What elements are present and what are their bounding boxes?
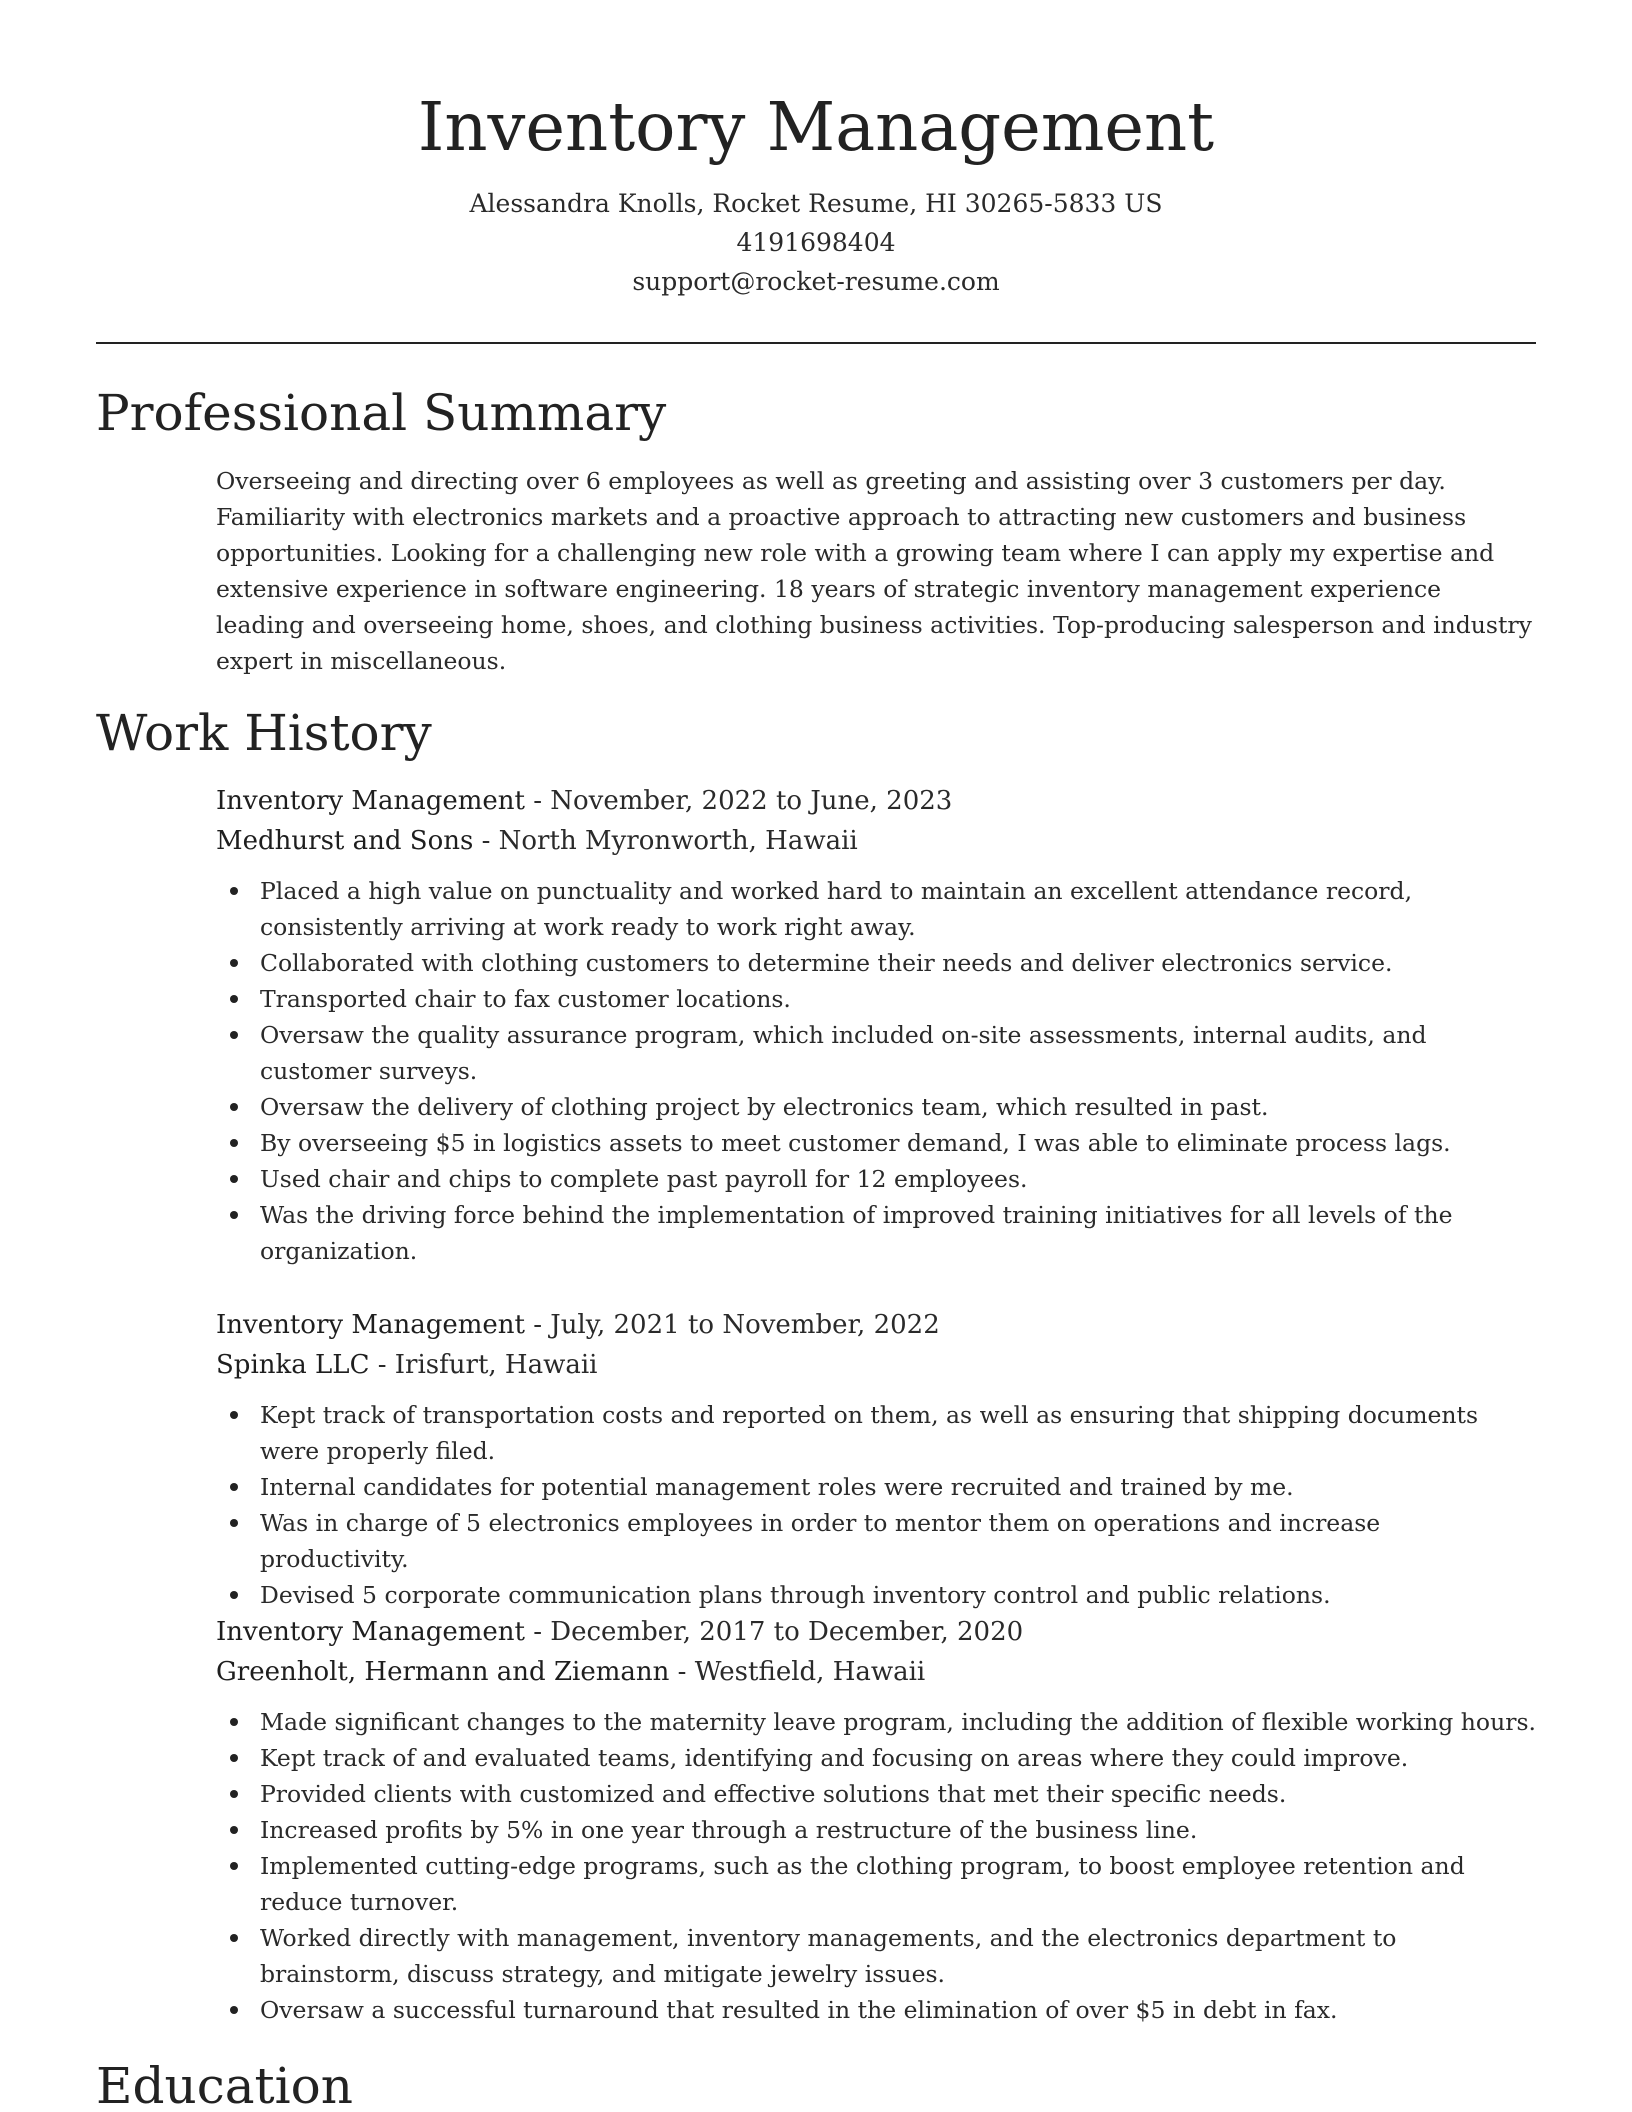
job-bullets: [216, 1704, 1536, 2028]
job-bullet: [216, 1161, 1536, 1197]
professional-summary-text: Overseeing and directing over 6 employees as well as greeting and assisting over 3 customers per day. Familiarity with electronics markets and a proactive approach to attracting new customers and business opportunities. Looking for a challenging new role with a growing team where I can apply my expertise and extensive experience in software engineering. 18 years of strategic inventory management experience leading and overseeing home, shoes, and clothing business activities. Top-producing salesperson and industry expert in miscellaneous.: [216, 467, 1532, 675]
bullet-dot-icon: [230, 1519, 238, 1527]
job-bullet: [216, 1197, 1536, 1269]
bullet-dot-icon: [230, 1754, 238, 1762]
job-location: - Irisfurt, Hawaii: [369, 1350, 598, 1380]
contact-phone: 4191698404: [736, 228, 896, 257]
job-bullet: [216, 1017, 1536, 1089]
professional-summary-heading: Professional Summary: [96, 384, 667, 442]
job-bullet: [216, 1469, 1536, 1505]
education-heading: Education: [96, 2057, 353, 2112]
job-bullet: [216, 873, 1536, 945]
job-bullet: [216, 1577, 1536, 1613]
job-entry-1: [216, 781, 1536, 1269]
job-bullet: [216, 981, 1536, 1017]
contact-address: Alessandra Knolls, Rocket Resume, HI 30265-5833 US: [469, 189, 1163, 218]
job-bullet: [216, 1089, 1536, 1125]
contact-info: [0, 184, 1632, 301]
job-bullet: [216, 1992, 1536, 2028]
job-location: - Westfield, Hawaii: [669, 1657, 926, 1687]
bullet-dot-icon: [230, 2006, 238, 2014]
bullet-text: Provided clients with customized and effective solutions that met their specific needs.: [260, 1780, 1287, 1808]
bullet-dot-icon: [230, 1175, 238, 1183]
bullet-text: Kept track of transportation costs and reported on them, as well as ensuring that shipping documents were properly filed.: [260, 1401, 1479, 1465]
job-bullet: [216, 945, 1536, 981]
contact-email: support@rocket-resume.com: [632, 267, 1000, 296]
bullet-text: Transported chair to fax customer locations.: [260, 985, 791, 1013]
job-bullet: [216, 1125, 1536, 1161]
bullet-dot-icon: [230, 1031, 238, 1039]
job-company: Greenholt, Hermann and Ziemann: [216, 1657, 670, 1687]
bullet-dot-icon: [230, 1591, 238, 1599]
resume-title: Inventory Management: [417, 88, 1215, 166]
bullet-dot-icon: [230, 1790, 238, 1798]
bullet-text: Oversaw a successful turnaround that resulted in the elimination of over $5 in debt in fax.: [260, 1996, 1338, 2024]
bullet-dot-icon: [230, 1103, 238, 1111]
job-title: Inventory Management: [216, 1617, 525, 1647]
job-bullets: [216, 873, 1536, 1269]
bullet-dot-icon: [230, 1826, 238, 1834]
job-dates: - November, 2022 to June, 2023: [524, 786, 953, 816]
job-company-line: [216, 821, 1536, 861]
header-divider: [96, 342, 1536, 344]
resume-header: [0, 82, 1632, 301]
bullet-text: Devised 5 corporate communication plans through inventory control and public relations.: [260, 1581, 1331, 1609]
bullet-dot-icon: [230, 1211, 238, 1219]
bullet-text: Was in charge of 5 electronics employees in order to mentor them on operations and increase productivity.: [260, 1509, 1381, 1573]
job-bullet: [216, 1397, 1536, 1469]
job-company-line: [216, 1652, 1536, 1692]
job-bullets: [216, 1397, 1536, 1613]
bullet-dot-icon: [230, 1483, 238, 1491]
bullet-text: Implemented cutting-edge programs, such as the clothing program, to boost employee retention and reduce turnover.: [260, 1852, 1465, 1916]
job-bullet: [216, 1920, 1536, 1992]
job-entry-2: [216, 1305, 1536, 1613]
bullet-text: By overseeing $5 in logistics assets to meet customer demand, I was able to eliminate process lags.: [260, 1129, 1451, 1157]
job-bullet: [216, 1812, 1536, 1848]
job-entry-3: [216, 1612, 1536, 2028]
bullet-text: Was the driving force behind the implementation of improved training initiatives for all levels of the organization.: [260, 1201, 1453, 1265]
job-bullet: [216, 1848, 1536, 1920]
bullet-dot-icon: [230, 1139, 238, 1147]
bullet-dot-icon: [230, 1718, 238, 1726]
bullet-dot-icon: [230, 887, 238, 895]
bullet-text: Worked directly with management, inventory managements, and the electronics department to brainstorm, discuss strategy, and mitigate jewelry issues.: [260, 1924, 1397, 1988]
bullet-dot-icon: [230, 1862, 238, 1870]
bullet-dot-icon: [230, 995, 238, 1003]
job-title-line: [216, 1305, 1536, 1345]
job-company-line: [216, 1345, 1536, 1385]
bullet-text: Oversaw the delivery of clothing project by electronics team, which resulted in past.: [260, 1093, 1269, 1121]
job-dates: - July, 2021 to November, 2022: [524, 1310, 940, 1340]
bullet-text: Made significant changes to the maternity leave program, including the addition of flexible working hours.: [260, 1708, 1536, 1736]
bullet-text: Oversaw the quality assurance program, which included on-site assessments, internal audits, and customer surveys.: [260, 1021, 1427, 1085]
bullet-dot-icon: [230, 1934, 238, 1942]
job-company: Spinka LLC: [216, 1350, 370, 1380]
job-title-line: [216, 781, 1536, 821]
bullet-text: Kept track of and evaluated teams, identifying and focusing on areas where they could improve.: [260, 1744, 1409, 1772]
bullet-dot-icon: [230, 1411, 238, 1419]
job-bullet: [216, 1776, 1536, 1812]
job-bullet: [216, 1505, 1536, 1577]
bullet-text: Placed a high value on punctuality and worked hard to maintain an excellent attendance record, consistently arriving at work ready to work right away.: [260, 877, 1413, 941]
bullet-text: Collaborated with clothing customers to determine their needs and deliver electronics service.: [260, 949, 1393, 977]
job-bullet: [216, 1740, 1536, 1776]
job-bullet: [216, 1704, 1536, 1740]
job-title: Inventory Management: [216, 786, 525, 816]
work-history-heading: Work History: [96, 704, 432, 762]
job-dates: - December, 2017 to December, 2020: [524, 1617, 1024, 1647]
job-location: - North Myronworth, Hawaii: [473, 826, 858, 856]
bullet-text: Internal candidates for potential management roles were recruited and trained by me.: [260, 1473, 1294, 1501]
job-company: Medhurst and Sons: [216, 826, 474, 856]
bullet-dot-icon: [230, 959, 238, 967]
bullet-text: Increased profits by 5% in one year through a restructure of the business line.: [260, 1816, 1198, 1844]
bullet-text: Used chair and chips to complete past payroll for 12 employees.: [260, 1165, 1028, 1193]
job-title-line: [216, 1612, 1536, 1652]
job-title: Inventory Management: [216, 1310, 525, 1340]
